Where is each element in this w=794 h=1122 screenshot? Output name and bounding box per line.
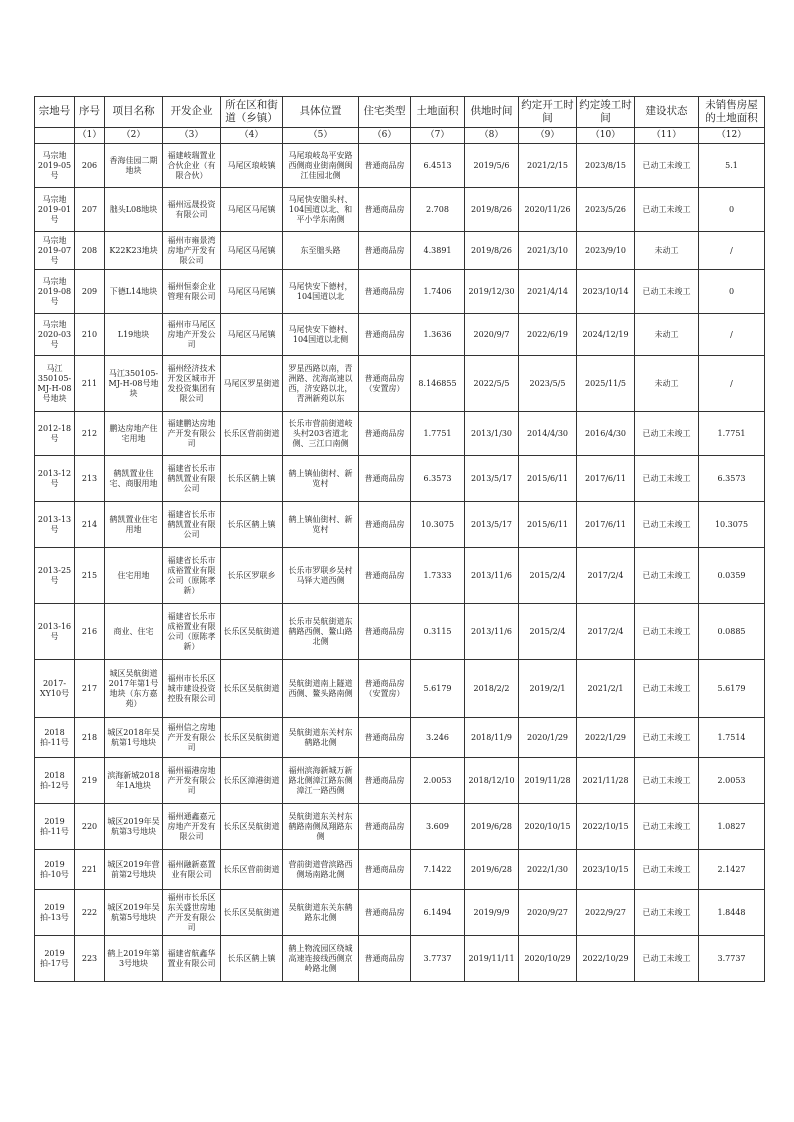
cell-start-date: 2015/6/11 (519, 456, 577, 502)
cell-parcel-no: 2013-25号 (35, 548, 75, 604)
cell-housing-type: 普通商品房 (359, 548, 411, 604)
land-supply-table (34, 96, 765, 982)
cell-land-area: 6.1494 (411, 890, 465, 936)
cell-parcel-no: 2018拍-12号 (35, 758, 75, 804)
cell-project-name: 马江350105-MJ-H-08号地块 (105, 356, 163, 412)
cell-unsold-land-area: 2.1427 (699, 850, 765, 890)
cell-completion-date: 2022/10/29 (577, 936, 635, 982)
cell-build-status: 已动工未竣工 (635, 660, 699, 718)
cell-build-status: 已动工未竣工 (635, 850, 699, 890)
cell-location: 马尾快安朏头村、104国道以北、和平小学东南侧 (283, 188, 359, 232)
table-row (35, 936, 765, 982)
cell-parcel-no: 2012-18号 (35, 412, 75, 456)
cell-build-status: 已动工未竣工 (635, 144, 699, 188)
cell-district: 长乐区吴航街道 (221, 804, 283, 850)
table-row (35, 660, 765, 718)
cell-start-date: 2015/6/11 (519, 502, 577, 548)
index-location: （5） (283, 128, 359, 144)
cell-housing-type: 普通商品房 (359, 188, 411, 232)
cell-developer: 福建岐瑞置业合伙企业（有限合伙） (163, 144, 221, 188)
cell-location: 鹤上镇仙街村、新览村 (283, 502, 359, 548)
cell-seq-no: 209 (75, 270, 105, 314)
cell-completion-date: 2022/9/27 (577, 890, 635, 936)
cell-project-name: 鹏达房地产住宅用地 (105, 412, 163, 456)
cell-parcel-no: 2013-12号 (35, 456, 75, 502)
header-supply-date: 供地时间 (465, 97, 519, 128)
cell-housing-type: 普通商品房 (359, 270, 411, 314)
cell-start-date: 2019/2/1 (519, 660, 577, 718)
cell-land-area: 3.609 (411, 804, 465, 850)
cell-parcel-no: 2013-16号 (35, 604, 75, 660)
column-index-row (35, 128, 765, 144)
cell-seq-no: 219 (75, 758, 105, 804)
cell-supply-date: 2019/6/28 (465, 804, 519, 850)
cell-developer: 福建省长乐市成裕置业有限公司（原陈孝新） (163, 548, 221, 604)
table-body (35, 144, 765, 982)
cell-completion-date: 2023/5/26 (577, 188, 635, 232)
cell-completion-date: 2023/10/15 (577, 850, 635, 890)
index-completion-date: （10） (577, 128, 635, 144)
cell-housing-type: 普通商品房 (359, 232, 411, 270)
cell-supply-date: 2019/11/11 (465, 936, 519, 982)
index-project-name: （2） (105, 128, 163, 144)
cell-start-date: 2021/4/14 (519, 270, 577, 314)
cell-seq-no: 206 (75, 144, 105, 188)
cell-build-status: 已动工未竣工 (635, 718, 699, 758)
cell-developer: 福州市雍景湾房地产开发有限公司 (163, 232, 221, 270)
cell-project-name: 鹤上2019年第3号地块 (105, 936, 163, 982)
cell-supply-date: 2013/5/17 (465, 502, 519, 548)
header-land-area: 土地面积 (411, 97, 465, 128)
cell-build-status: 已动工未竣工 (635, 270, 699, 314)
cell-start-date: 2020/10/29 (519, 936, 577, 982)
cell-project-name: 城区2019年营前第2号地块 (105, 850, 163, 890)
cell-developer: 福州恒泰企业管理有限公司 (163, 270, 221, 314)
cell-district: 长乐区吴航街道 (221, 604, 283, 660)
cell-location: 长乐市营前街道岐头村203省道北侧、三江口南侧 (283, 412, 359, 456)
cell-land-area: 1.3636 (411, 314, 465, 356)
cell-developer: 福州经济技术开发区城市开发投资集团有限公司 (163, 356, 221, 412)
header-unsold-land-area: 未销售房屋的土地面积 (699, 97, 765, 128)
cell-supply-date: 2019/12/30 (465, 270, 519, 314)
cell-housing-type: 普通商品房（安置房） (359, 660, 411, 718)
cell-unsold-land-area: 1.7751 (699, 412, 765, 456)
cell-district: 马尾区马尾镇 (221, 188, 283, 232)
cell-land-area: 6.4513 (411, 144, 465, 188)
header-parcel-no: 宗地号 (35, 97, 75, 128)
cell-unsold-land-area: / (699, 356, 765, 412)
cell-housing-type: 普通商品房 (359, 804, 411, 850)
cell-build-status: 已动工未竣工 (635, 890, 699, 936)
cell-build-status: 未动工 (635, 232, 699, 270)
cell-seq-no: 220 (75, 804, 105, 850)
cell-completion-date: 2017/2/4 (577, 548, 635, 604)
cell-land-area: 3.246 (411, 718, 465, 758)
cell-land-area: 8.146855 (411, 356, 465, 412)
cell-completion-date: 2022/10/15 (577, 804, 635, 850)
cell-developer: 福州通鑫嘉元房地产开发有限公司 (163, 804, 221, 850)
cell-completion-date: 2023/10/14 (577, 270, 635, 314)
table-row (35, 890, 765, 936)
cell-build-status: 已动工未竣工 (635, 456, 699, 502)
cell-project-name: 商业、住宅 (105, 604, 163, 660)
cell-developer: 福建省长乐市鹤凯置业有限公司 (163, 502, 221, 548)
cell-start-date: 2014/4/30 (519, 412, 577, 456)
header-project-name: 项目名称 (105, 97, 163, 128)
cell-location: 吴航街道南上隧道西侧、鳌头路南侧 (283, 660, 359, 718)
cell-supply-date: 2018/11/9 (465, 718, 519, 758)
cell-completion-date: 2017/6/11 (577, 456, 635, 502)
cell-build-status: 已动工未竣工 (635, 188, 699, 232)
cell-completion-date: 2023/8/15 (577, 144, 635, 188)
cell-parcel-no: 2013-13号 (35, 502, 75, 548)
cell-completion-date: 2022/1/29 (577, 718, 635, 758)
cell-seq-no: 210 (75, 314, 105, 356)
cell-parcel-no: 2018拍-11号 (35, 718, 75, 758)
cell-project-name: L19地块 (105, 314, 163, 356)
cell-start-date: 2022/1/30 (519, 850, 577, 890)
header-developer: 开发企业 (163, 97, 221, 128)
cell-location: 吴航街道东关村东鹤路北侧 (283, 718, 359, 758)
cell-completion-date: 2023/9/10 (577, 232, 635, 270)
cell-district: 长乐区鹤上镇 (221, 936, 283, 982)
cell-start-date: 2023/5/5 (519, 356, 577, 412)
cell-land-area: 6.3573 (411, 456, 465, 502)
cell-supply-date: 2018/2/2 (465, 660, 519, 718)
cell-location: 马尾琅岐岛平安路西侧商业街南侧闽江佳园北侧 (283, 144, 359, 188)
cell-housing-type: 普通商品房 (359, 850, 411, 890)
cell-housing-type: 普通商品房 (359, 502, 411, 548)
cell-start-date: 2020/1/29 (519, 718, 577, 758)
cell-district: 长乐区吴航街道 (221, 718, 283, 758)
cell-developer: 福州远晟投资有限公司 (163, 188, 221, 232)
cell-district: 长乐区漳港街道 (221, 758, 283, 804)
cell-project-name: K22K23地块 (105, 232, 163, 270)
cell-parcel-no: 2019拍-10号 (35, 850, 75, 890)
cell-start-date: 2019/11/28 (519, 758, 577, 804)
table-row (35, 412, 765, 456)
cell-unsold-land-area: 1.8448 (699, 890, 765, 936)
cell-land-area: 7.1422 (411, 850, 465, 890)
cell-district: 马尾区琅岐镇 (221, 144, 283, 188)
cell-developer: 福州福港房地产开发有限公司 (163, 758, 221, 804)
cell-project-name: 城区2018年吴航第1号地块 (105, 718, 163, 758)
cell-supply-date: 2019/5/6 (465, 144, 519, 188)
cell-district: 长乐区罗联乡 (221, 548, 283, 604)
cell-unsold-land-area: 1.0827 (699, 804, 765, 850)
index-land-area: （7） (411, 128, 465, 144)
header-district: 所在区和街道（乡镇） (221, 97, 283, 128)
cell-unsold-land-area: 3.7737 (699, 936, 765, 982)
cell-housing-type: 普通商品房 (359, 758, 411, 804)
cell-land-area: 1.7333 (411, 548, 465, 604)
cell-seq-no: 214 (75, 502, 105, 548)
cell-housing-type: 普通商品房（安置房） (359, 356, 411, 412)
index-district: （4） (221, 128, 283, 144)
cell-supply-date: 2020/9/7 (465, 314, 519, 356)
cell-housing-type: 普通商品房 (359, 144, 411, 188)
table-row (35, 270, 765, 314)
cell-developer: 福州信之房地产开发有限公司 (163, 718, 221, 758)
cell-district: 长乐区营前街道 (221, 850, 283, 890)
cell-unsold-land-area: / (699, 232, 765, 270)
cell-supply-date: 2018/12/10 (465, 758, 519, 804)
cell-unsold-land-area: 10.3075 (699, 502, 765, 548)
table-row (35, 456, 765, 502)
cell-start-date: 2015/2/4 (519, 604, 577, 660)
cell-supply-date: 2022/5/5 (465, 356, 519, 412)
cell-housing-type: 普通商品房 (359, 604, 411, 660)
cell-location: 东至朏头路 (283, 232, 359, 270)
header-location: 具体位置 (283, 97, 359, 128)
cell-unsold-land-area: 2.0053 (699, 758, 765, 804)
table-row (35, 356, 765, 412)
cell-unsold-land-area: 5.6179 (699, 660, 765, 718)
cell-seq-no: 223 (75, 936, 105, 982)
header-housing-type: 住宅类型 (359, 97, 411, 128)
cell-developer: 福州市长乐区东关盛世房地产开发有限公司 (163, 890, 221, 936)
cell-project-name: 城区2019年吴航第3号地块 (105, 804, 163, 850)
cell-unsold-land-area: 5.1 (699, 144, 765, 188)
cell-project-name: 城区吴航街道2017年第1号地块（东方嘉苑） (105, 660, 163, 718)
header-build-status: 建设状态 (635, 97, 699, 128)
header-seq-no: 序号 (75, 97, 105, 128)
cell-land-area: 1.7406 (411, 270, 465, 314)
cell-seq-no: 208 (75, 232, 105, 270)
cell-location: 鹤上镇仙街村、新览村 (283, 456, 359, 502)
index-parcel-no (35, 128, 75, 144)
cell-district: 长乐区营前街道 (221, 412, 283, 456)
cell-unsold-land-area: 0 (699, 188, 765, 232)
cell-parcel-no: 马宗地2019-01号 (35, 188, 75, 232)
cell-project-name: 鹤凯置业住宅、商服用地 (105, 456, 163, 502)
cell-supply-date: 2019/9/9 (465, 890, 519, 936)
cell-build-status: 未动工 (635, 314, 699, 356)
cell-unsold-land-area: 0.0885 (699, 604, 765, 660)
cell-developer: 福建省长乐市成裕置业有限公司（原陈孝新） (163, 604, 221, 660)
cell-location: 吴航街道东关村东鹤路南侧凤翔路东侧 (283, 804, 359, 850)
cell-seq-no: 217 (75, 660, 105, 718)
cell-location: 福州滨海新城万新路北侧漳江路东侧漳江一路西侧 (283, 758, 359, 804)
cell-district: 马尾区马尾镇 (221, 232, 283, 270)
cell-parcel-no: 2019拍-17号 (35, 936, 75, 982)
cell-seq-no: 213 (75, 456, 105, 502)
cell-build-status: 已动工未竣工 (635, 936, 699, 982)
index-developer: （3） (163, 128, 221, 144)
table-row (35, 188, 765, 232)
table-row (35, 604, 765, 660)
cell-housing-type: 普通商品房 (359, 314, 411, 356)
index-seq-no: （1） (75, 128, 105, 144)
header-completion-date: 约定竣工时间 (577, 97, 635, 128)
cell-parcel-no: 2019拍-13号 (35, 890, 75, 936)
cell-developer: 福建鹏达房地产开发有限公司 (163, 412, 221, 456)
cell-land-area: 1.7751 (411, 412, 465, 456)
cell-project-name: 城区2019年吴航第5号地块 (105, 890, 163, 936)
cell-district: 长乐区吴航街道 (221, 890, 283, 936)
cell-land-area: 2.0053 (411, 758, 465, 804)
cell-location: 长乐市罗联乡吴村马铎大道西侧 (283, 548, 359, 604)
cell-start-date: 2020/10/15 (519, 804, 577, 850)
cell-build-status: 已动工未竣工 (635, 804, 699, 850)
cell-location: 马尾快安下德村，104国道以北 (283, 270, 359, 314)
table-row (35, 144, 765, 188)
cell-district: 长乐区鹤上镇 (221, 456, 283, 502)
cell-project-name: 香海佳园二期地块 (105, 144, 163, 188)
cell-project-name: 住宅用地 (105, 548, 163, 604)
cell-completion-date: 2021/11/28 (577, 758, 635, 804)
table-row (35, 314, 765, 356)
cell-build-status: 已动工未竣工 (635, 548, 699, 604)
cell-land-area: 4.3891 (411, 232, 465, 270)
cell-build-status: 已动工未竣工 (635, 604, 699, 660)
cell-housing-type: 普通商品房 (359, 412, 411, 456)
header-row (35, 97, 765, 128)
cell-supply-date: 2013/5/17 (465, 456, 519, 502)
cell-land-area: 3.7737 (411, 936, 465, 982)
cell-developer: 福州融新嘉置业有限公司 (163, 850, 221, 890)
cell-start-date: 2021/3/10 (519, 232, 577, 270)
cell-district: 马尾区马尾镇 (221, 270, 283, 314)
cell-housing-type: 普通商品房 (359, 718, 411, 758)
cell-parcel-no: 马宗地2019-08号 (35, 270, 75, 314)
cell-district: 马尾区马尾镇 (221, 314, 283, 356)
cell-seq-no: 222 (75, 890, 105, 936)
cell-unsold-land-area: 1.7514 (699, 718, 765, 758)
cell-housing-type: 普通商品房 (359, 936, 411, 982)
cell-completion-date: 2016/4/30 (577, 412, 635, 456)
cell-supply-date: 2013/1/30 (465, 412, 519, 456)
cell-seq-no: 207 (75, 188, 105, 232)
cell-completion-date: 2024/12/19 (577, 314, 635, 356)
cell-supply-date: 2019/8/26 (465, 232, 519, 270)
cell-seq-no: 212 (75, 412, 105, 456)
cell-seq-no: 211 (75, 356, 105, 412)
cell-land-area: 0.3115 (411, 604, 465, 660)
cell-land-area: 2.708 (411, 188, 465, 232)
cell-unsold-land-area: 6.3573 (699, 456, 765, 502)
cell-location: 长乐市吴航街道东鹤路西侧、鳌山路北侧 (283, 604, 359, 660)
table-row (35, 232, 765, 270)
index-build-status: （11） (635, 128, 699, 144)
cell-parcel-no: 2019拍-11号 (35, 804, 75, 850)
cell-supply-date: 2019/8/26 (465, 188, 519, 232)
cell-developer: 福建省长乐市鹤凯置业有限公司 (163, 456, 221, 502)
cell-developer: 福州市马尾区房地产开发公司 (163, 314, 221, 356)
cell-developer: 福建省航鑫华置业有限公司 (163, 936, 221, 982)
cell-seq-no: 218 (75, 718, 105, 758)
cell-completion-date: 2017/2/4 (577, 604, 635, 660)
cell-start-date: 2020/11/26 (519, 188, 577, 232)
table-row (35, 548, 765, 604)
cell-start-date: 2020/9/27 (519, 890, 577, 936)
header-start-date: 约定开工时间 (519, 97, 577, 128)
cell-build-status: 未动工 (635, 356, 699, 412)
index-housing-type: （6） (359, 128, 411, 144)
cell-project-name: 滨海新城2018年1A地块 (105, 758, 163, 804)
cell-land-area: 10.3075 (411, 502, 465, 548)
cell-project-name: 朏头L08地块 (105, 188, 163, 232)
cell-completion-date: 2017/6/11 (577, 502, 635, 548)
cell-supply-date: 2013/11/6 (465, 604, 519, 660)
cell-seq-no: 221 (75, 850, 105, 890)
cell-seq-no: 215 (75, 548, 105, 604)
table-row (35, 850, 765, 890)
index-unsold-land-area: （12） (699, 128, 765, 144)
cell-district: 长乐区鹤上镇 (221, 502, 283, 548)
land-table-sheet (34, 96, 764, 982)
cell-parcel-no: 马宗地2020-03号 (35, 314, 75, 356)
cell-parcel-no: 马江350105-MJ-H-08号地块 (35, 356, 75, 412)
cell-project-name: 鹤凯置业住宅用地 (105, 502, 163, 548)
cell-build-status: 已动工未竣工 (635, 412, 699, 456)
cell-start-date: 2022/6/19 (519, 314, 577, 356)
table-row (35, 804, 765, 850)
cell-location: 吴航街道东关东鹤路东北侧 (283, 890, 359, 936)
cell-start-date: 2015/2/4 (519, 548, 577, 604)
cell-completion-date: 2021/2/1 (577, 660, 635, 718)
cell-parcel-no: 马宗地2019-05号 (35, 144, 75, 188)
cell-seq-no: 216 (75, 604, 105, 660)
table-row (35, 718, 765, 758)
cell-supply-date: 2019/6/28 (465, 850, 519, 890)
cell-start-date: 2021/2/15 (519, 144, 577, 188)
index-start-date: （9） (519, 128, 577, 144)
cell-completion-date: 2025/11/5 (577, 356, 635, 412)
cell-unsold-land-area: / (699, 314, 765, 356)
cell-housing-type: 普通商品房 (359, 456, 411, 502)
cell-supply-date: 2013/11/6 (465, 548, 519, 604)
cell-parcel-no: 马宗地2019-07号 (35, 232, 75, 270)
cell-developer: 福州市长乐区城市建设投资控股有限公司 (163, 660, 221, 718)
cell-build-status: 已动工未竣工 (635, 758, 699, 804)
cell-unsold-land-area: 0 (699, 270, 765, 314)
cell-land-area: 5.6179 (411, 660, 465, 718)
index-supply-date: （8） (465, 128, 519, 144)
cell-location: 鹤上物流园区绕城高速连接线西侧京岭路北侧 (283, 936, 359, 982)
cell-district: 马尾区罗星街道 (221, 356, 283, 412)
cell-parcel-no: 2017-XY10号 (35, 660, 75, 718)
cell-build-status: 已动工未竣工 (635, 502, 699, 548)
cell-location: 罗星西路以南，青洲路、沈海高速以西，济安路以北，青洲新苑以东 (283, 356, 359, 412)
table-row (35, 758, 765, 804)
cell-unsold-land-area: 0.0359 (699, 548, 765, 604)
cell-location: 营前街道营滨路西侧场南路北侧 (283, 850, 359, 890)
cell-housing-type: 普通商品房 (359, 890, 411, 936)
cell-district: 长乐区吴航街道 (221, 660, 283, 718)
cell-location: 马尾快安下德村、104国道以北侧 (283, 314, 359, 356)
cell-project-name: 下德L14地块 (105, 270, 163, 314)
table-row (35, 502, 765, 548)
